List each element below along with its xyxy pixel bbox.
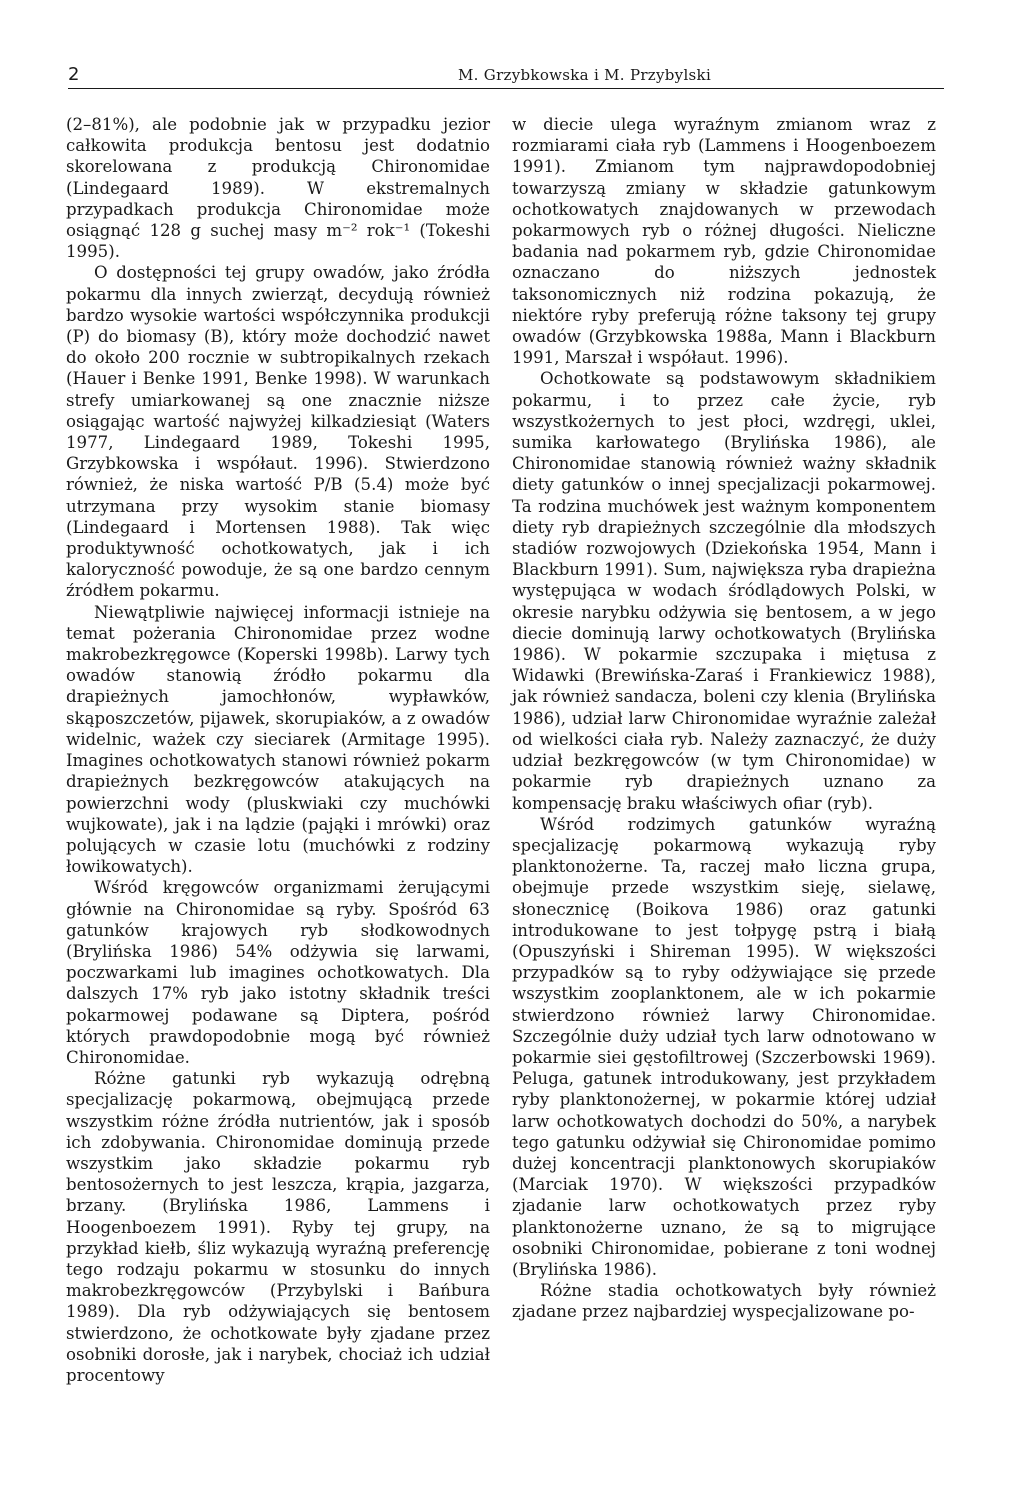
- paragraph: (2–81%), ale podobnie jak w przypadku jezior całkowita produkcja bentosu jest dodatnio skorelowana z produkcją Chironomidae (Lindegaard 1989). W ekstremalnych przypadkach produkcja Chironomidae może osiągnąć 128 g suchej masy m⁻² rok⁻¹ (Tokeshi 1995).: [66, 115, 490, 262]
- paragraph: O dostępności tej grupy owadów, jako źródła pokarmu dla innych zwierząt, decydują również bardzo wysokie wartości współczynnika produkcji (P) do biomasy (B), który może dochodzić nawet do około 200 rocznie w subtropikalnych rzekach (Hauer i Benke 1991, Benke 1998). W warunkach strefy umiarkowanej są one znacznie niższe osiągając wartość najwyżej kilkadziesiąt (Waters 1977, Lindegaard 1989, Tokeshi 1995, Grzybkowska i współaut. 1996). Stwierdzono również, że niska wartość P/B (5.4) może być utrzymana przy wysokim stanie biomasy (Lindegaard i Mortensen 1988). Tak więc produktywność ochotkowatych, jak i ich kaloryczność powoduje, że są one bardzo cennym źródłem pokarmu.: [66, 263, 490, 601]
- paragraph: Ochotkowate są podstawowym składnikiem pokarmu, i to przez całe życie, ryb wszystkożernych to jest płoci, wzdręgi, uklei, sumika karłowatego (Brylińska 1986), ale Chironomidae stanowią również ważny składnik diety gatunków o innej specjalizacji pokarmowej. Ta rodzina muchówek jest ważnym komponentem diety ryb drapieżnych szczególnie dla młodszych stadiów rozwojowych (Dziekońska 1954, Mann i Blackburn 1991). Sum, największa ryba drapieżna występująca w wodach śródlądowych Polski, w okresie narybku odżywia się bentosem, a w jego diecie dominują larwy ochotkowatych (Brylińska 1986). W pokarmie szczupaka i miętusa z Widawki (Brewińska-Zaraś i Frankiewicz 1988), jak również sandacza, boleni czy klenia (Brylińska 1986), udział larw Chironomidae wyraźnie zależał od wielkości ciała ryb. Należy zaznaczyć, że duży udział bezkręgowców (w tym Chironomidae) w pokarmie ryb drapieżnych uznano za kompensację braku właściwych ofiar (ryb).: [512, 369, 936, 813]
- paragraph: w diecie ulega wyraźnym zmianom wraz z rozmiarami ciała ryb (Lammens i Hoogenboezem 1991). Zmianom tym najprawdopodobniej towarzyszą zmiany w składzie gatunkowym ochotkowatych znajdowanych w przewodach pokarmowych ryb o różnej długości. Nieliczne badania nad pokarmem ryb, gdzie Chironomidae oznaczano do niższych jednostek taksonomicznych niż rodzina pokazują, że niektóre ryby preferują różne taksony tej grupy owadów (Grzybkowska 1988a, Mann i Blackburn 1991, Marszał i współaut. 1996).: [512, 115, 936, 368]
- running-head: M. Grzybkowska i M. Przybylski: [458, 66, 712, 84]
- right-column: [512, 114, 936, 1323]
- page-number: 2: [68, 64, 80, 85]
- paragraph: Niewątpliwie najwięcej informacji istnieje na temat pożerania Chironomidae przez wodne makrobezkręgowce (Koperski 1998b). Larwy tych owadów stanowią źródło pokarmu dla drapieżnych jamochłonów, wypławków, skąposzczetów, pijawek, skorupiaków, a z owadów widelnic, ważek czy sieciarek (Armitage 1995). Imagines ochotkowatych stanowi również pokarm drapieżnych bezkręgowców atakujących na powierzchni wody (pluskwiaki czy muchówki wujkowate), jak i na lądzie (pająki i mrówki) oraz polujących w czasie lotu (muchówki z rodziny łowikowatych).: [66, 602, 490, 877]
- paragraph: Wśród rodzimych gatunków wyraźną specjalizację pokarmową wykazują ryby planktonożerne. Ta, raczej mało liczna grupa, obejmuje przede wszystkim sieję, sielawę, słonecznicę (Boikova 1986) oraz gatunki introdukowane to jest tołpygę pstrą i białą (Opuszyński i Shireman 1995). W większości przypadków są to ryby odżywiające się przede wszystkim zooplanktonem, ale w ich pokarmie stwierdzono również larwy Chironomidae. Szczególnie duży udział tych larw odnotowano w pokarmie siei gęstofiltrowej (Szczerbowski 1969). Peluga, gatunek introdukowany, jest przykładem ryby planktonożernej, w pokarmie której udział larw ochotkowatych dochodzi do 50%, a narybek tego gatunku odżywiał się Chironomidae pomimo dużej koncentracji planktonowych skorupiaków (Marciak 1970). W większości przypadków zjadanie larw ochotkowatych przez ryby planktonożerne uznano, że są to migrujące osobniki Chironomidae, pobierane z toni wodnej (Brylińska 1986).: [512, 814, 936, 1279]
- left-column: [66, 114, 490, 1386]
- paragraph: Różne gatunki ryb wykazują odrębną specjalizację pokarmową, obejmującą przede wszystkim różne źródła nutrientów, jak i sposób ich zdobywania. Chironomidae dominują przede wszystkim jako składzie pokarmu ryb bentosożernych to jest leszcza, krąpia, jazgarza, brzany. (Brylińska 1986, Lammens i Hoogenboezem 1991). Ryby tej grupy, na przykład kiełb, śliz wykazują wyraźną preferencję tego rodzaju pokarmu w stosunku do innych makrobezkręgowców (Przybylski i Bańbura 1989). Dla ryb odżywiających się bentosem stwierdzono, że ochotkowate były zjadane przez osobniki dorosłe, jak i narybek, chociaż ich udział procentowy: [66, 1069, 490, 1385]
- page-header: [68, 64, 944, 89]
- paragraph: Różne stadia ochotkowatych były również zjadane przez najbardziej wyspecjalizowane po-: [512, 1281, 936, 1322]
- paragraph: Wśród kręgowców organizmami żerującymi głównie na Chironomidae są ryby. Spośród 63 gatunków krajowych ryb słodkowodnych (Brylińska 1986) 54% odżywia się larwami, poczwarkami lub imagines ochotkowatych. Dla dalszych 17% ryb jako istotny składnik treści pokarmowej podawane są Diptera, pośród których prawdopodobnie mogą być również Chironomidae.: [66, 878, 490, 1067]
